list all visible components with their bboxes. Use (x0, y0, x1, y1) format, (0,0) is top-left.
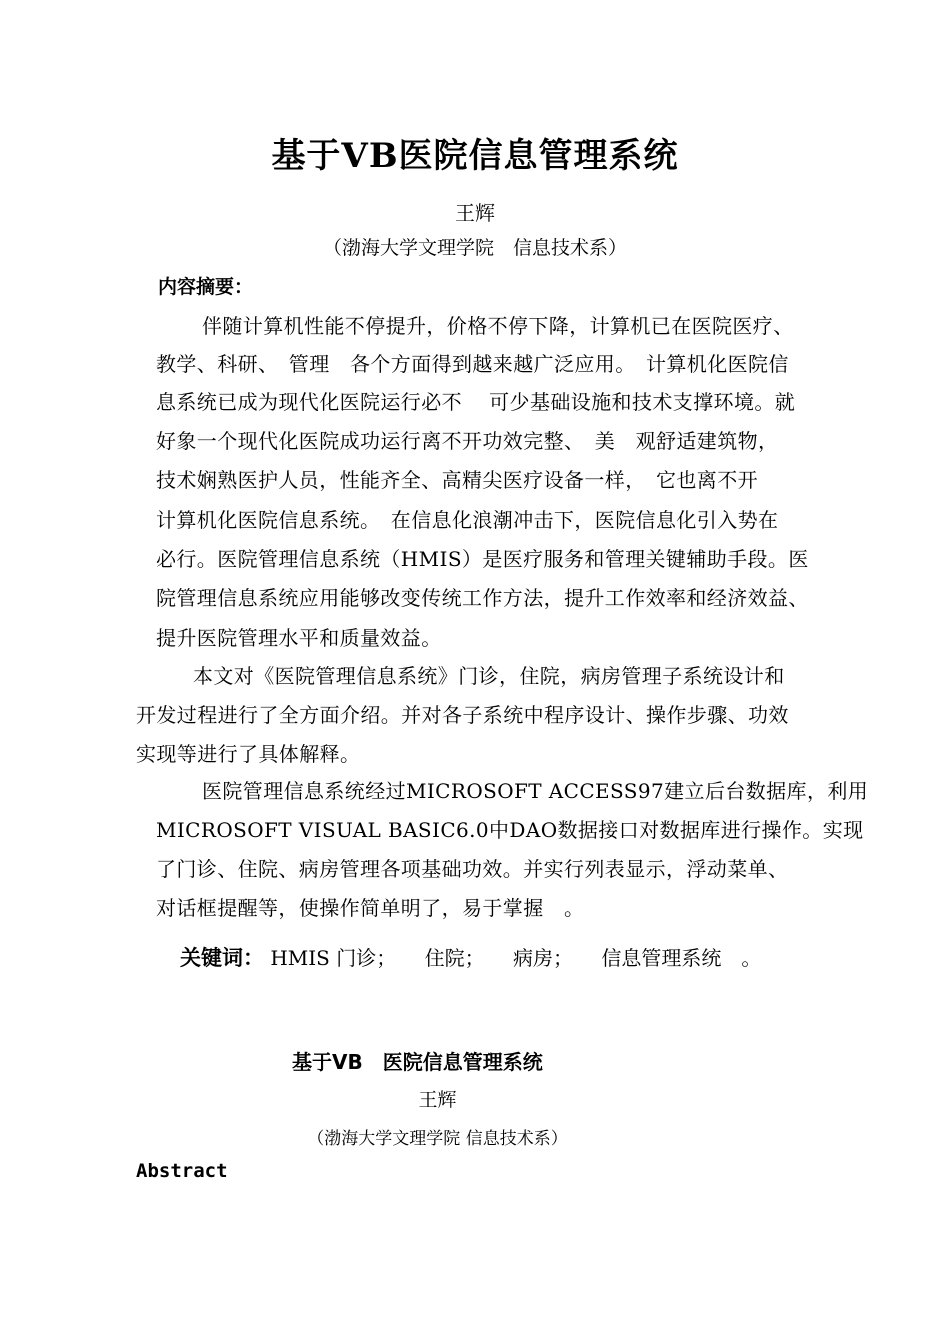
text-line: 好象一个现代化医院成功运行离不开功效完整、 美 观舒适建筑物， (156, 429, 779, 453)
english-affiliation: （渤海大学文理学院 信息技术系） (307, 1129, 568, 1149)
keywords-row (180, 942, 783, 972)
text-line: 提升医院管理水平和质量效益。 (156, 626, 442, 650)
text-line: 计算机化医院信息系统。 在信息化浪潮冲击下，医院信息化引入势在 (156, 508, 779, 532)
english-abstract-heading: Abstract (136, 1160, 228, 1182)
keyword-item: 病房； (512, 946, 573, 970)
text-line: 本文对《医院管理信息系统》门诊，住院，病房管理子系统设计和 (193, 664, 785, 688)
author-affiliation: （渤海大学文理学院 信息技术系） (322, 237, 627, 259)
text-line: 教学、科研、 管理 各个方面得到越来越广泛应用。 计算机化医院信 (156, 352, 789, 376)
text-line: 对话框提醒等，使操作简单明了，易于掌握 。 (156, 896, 585, 920)
text-line: 开发过程进行了全方面介绍。并对各子系统中程序设计、操作步骤、功效 (136, 703, 789, 727)
text-line: 医院管理信息系统经过MICROSOFT ACCESS97建立后台数据库，利用 (202, 779, 869, 803)
text-line: 了门诊、住院、病房管理各项基础功效。并实行列表显示，浮动菜单、 (156, 857, 789, 881)
keyword-item: 信息管理系统 。 (601, 946, 762, 970)
text-line: MICROSOFT VISUAL BASIC6.0中DAO数据接口对数据库进行操作。实现 (156, 818, 864, 842)
keyword-item: HMIS 门诊； (270, 946, 397, 970)
english-title: 基于VB 医院信息管理系统 (292, 1050, 543, 1074)
document-title: 基于VB医院信息管理系统 (271, 136, 679, 176)
keyword-item: 住院； (424, 946, 485, 970)
keywords-list (270, 946, 783, 970)
text-line: 必行。医院管理信息系统（HMIS）是医疗服务和管理关键辅助手段。医 (156, 547, 809, 571)
text-line: 技术娴熟医护人员，性能齐全、高精尖医疗设备一样， 它也离不开 (156, 468, 758, 492)
text-line: 院管理信息系统应用能够改变传统工作方法，提升工作效率和经济效益、 (156, 586, 809, 610)
author-name: 王辉 (455, 201, 495, 225)
text-line: 息系统已成为现代化医院运行必不 可少基础设施和技术支撑环境。就 (156, 390, 796, 414)
abstract-heading: 内容摘要： (158, 276, 254, 298)
text-line: 伴随计算机性能不停提升，价格不停下降，计算机已在医院医疗、 (202, 314, 794, 338)
keywords-label: 关键词： (180, 946, 264, 970)
text-line: 实现等进行了具体解释。 (136, 742, 361, 766)
english-author: 王辉 (418, 1089, 457, 1111)
